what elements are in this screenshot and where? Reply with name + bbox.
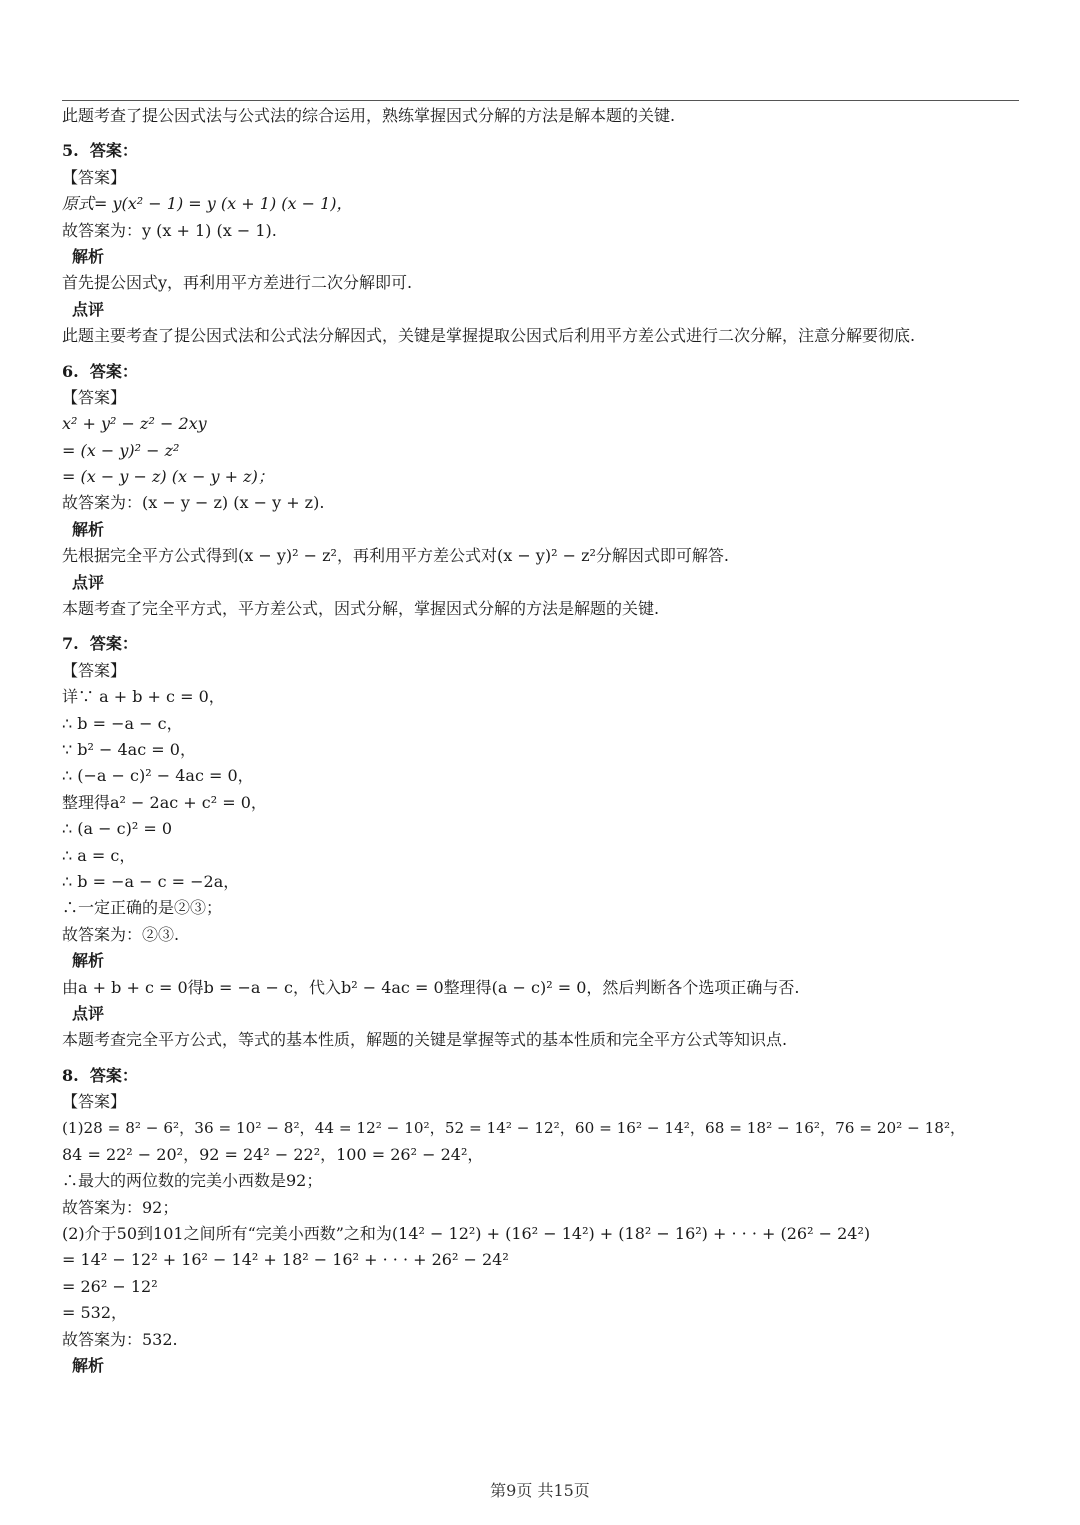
answer-line: x² + y² − z² − 2xy <box>62 414 207 434</box>
analysis-heading: 解析 <box>72 1355 105 1375</box>
answer-line: 故答案为：92； <box>62 1197 179 1217</box>
answer-line: 故答案为：②③. <box>62 924 180 944</box>
answer-line: = 26² − 12² <box>62 1276 158 1296</box>
answer-line: 故答案为：y (x + 1) (x − 1). <box>62 220 277 240</box>
question-heading: 7. 答案： <box>62 634 138 654</box>
comment-text: 本题考查完全平方公式，等式的基本性质，解题的关键是掌握等式的基本性质和完全平方公式等知识点. <box>62 1030 788 1050</box>
answer-line: 详∵ a + b + c = 0， <box>62 687 225 707</box>
comment-text: 此题主要考查了提公因式法和公式法分解因式，关键是掌握提取公因式后利用平方差公式进行二次分解，注意分解要彻底. <box>62 326 916 346</box>
page-footer: 第9页 共15页 <box>490 1481 590 1500</box>
answer-line: = 532， <box>62 1303 128 1323</box>
question-8 <box>62 1063 1022 1380</box>
analysis-heading: 解析 <box>72 951 105 971</box>
question-heading: 8. 答案： <box>62 1065 138 1085</box>
comment-heading: 点评 <box>72 572 105 592</box>
answer-line: 84 = 22² − 20²，92 = 24² − 22²，100 = 26² − 24²， <box>62 1144 484 1164</box>
answer-line: ∵ b² − 4ac = 0， <box>62 739 196 759</box>
answer-tag: 【答案】 <box>62 660 127 680</box>
answer-line: (1)28 = 8² − 6²，36 = 10² − 8²，44 = 12² − 10²，52 = 14² − 12²，60 = 16² − 14²，68 = 18² − 16²，76 = 20² − 18²， <box>62 1119 966 1138</box>
answer-line: = 14² − 12² + 16² − 14² + 18² − 16² + · · · + 26² − 24² <box>62 1250 509 1270</box>
comment-heading: 点评 <box>72 299 105 319</box>
analysis-text: 由a + b + c = 0得b = −a − c，代入b² − 4ac = 0整理得(a − c)² = 0，然后判断各个选项正确与否. <box>62 977 800 997</box>
comment-heading: 点评 <box>72 1003 105 1023</box>
header-rule <box>62 100 1019 101</box>
answer-line: ∴最大的两位数的完美小西数是92； <box>62 1171 323 1191</box>
answer-line: = (x − y − z) (x − y + z)； <box>62 467 274 487</box>
answer-line: 原式= y(x² − 1) = y (x + 1) (x − 1)， <box>62 194 353 214</box>
comment-text: 本题考查了完全平方式，平方差公式，因式分解，掌握因式分解的方法是解题的关键. <box>62 599 660 619</box>
answer-line: ∴ b = −a − c， <box>62 713 183 733</box>
analysis-text: 先根据完全平方公式得到(x − y)² − z²，再利用平方差公式对(x − y)² − z²分解因式即可解答. <box>62 546 730 566</box>
answer-line: = (x − y)² − z² <box>62 440 180 460</box>
answer-line: (2)介于50到101之间所有“完美小西数”之和为(14² − 12²) + (16² − 14²) + (18² − 16²) + · · · + (26² − 24²) <box>62 1224 871 1244</box>
answer-tag: 【答案】 <box>62 387 127 407</box>
page-content <box>62 103 1022 1379</box>
analysis-text: 首先提公因式y，再利用平方差进行二次分解即可. <box>62 273 413 293</box>
answer-line: ∴一定正确的是②③； <box>62 898 223 918</box>
answer-line: 故答案为：(x − y − z) (x − y + z). <box>62 493 325 513</box>
answer-line: 故答案为：532. <box>62 1329 178 1349</box>
answer-tag: 【答案】 <box>62 167 127 187</box>
answer-tag: 【答案】 <box>62 1092 127 1112</box>
question-6 <box>62 359 1022 623</box>
answer-line: 整理得a² − 2ac + c² = 0， <box>62 792 267 812</box>
question-7 <box>62 631 1022 1053</box>
intro-text: 此题考查了提公因式法与公式法的综合运用，熟练掌握因式分解的方法是解本题的关键. <box>62 106 676 125</box>
analysis-heading: 解析 <box>72 246 105 266</box>
answer-line: ∴ (−a − c)² − 4ac = 0， <box>62 766 254 786</box>
answer-line: ∴ b = −a − c = −2a， <box>62 871 240 891</box>
analysis-heading: 解析 <box>72 519 105 539</box>
answer-line: ∴ a = c， <box>62 845 136 865</box>
question-5 <box>62 138 1022 349</box>
answer-line: ∴ (a − c)² = 0 <box>62 819 172 839</box>
question-heading: 6. 答案： <box>62 361 138 381</box>
question-heading: 5. 答案： <box>62 141 138 161</box>
